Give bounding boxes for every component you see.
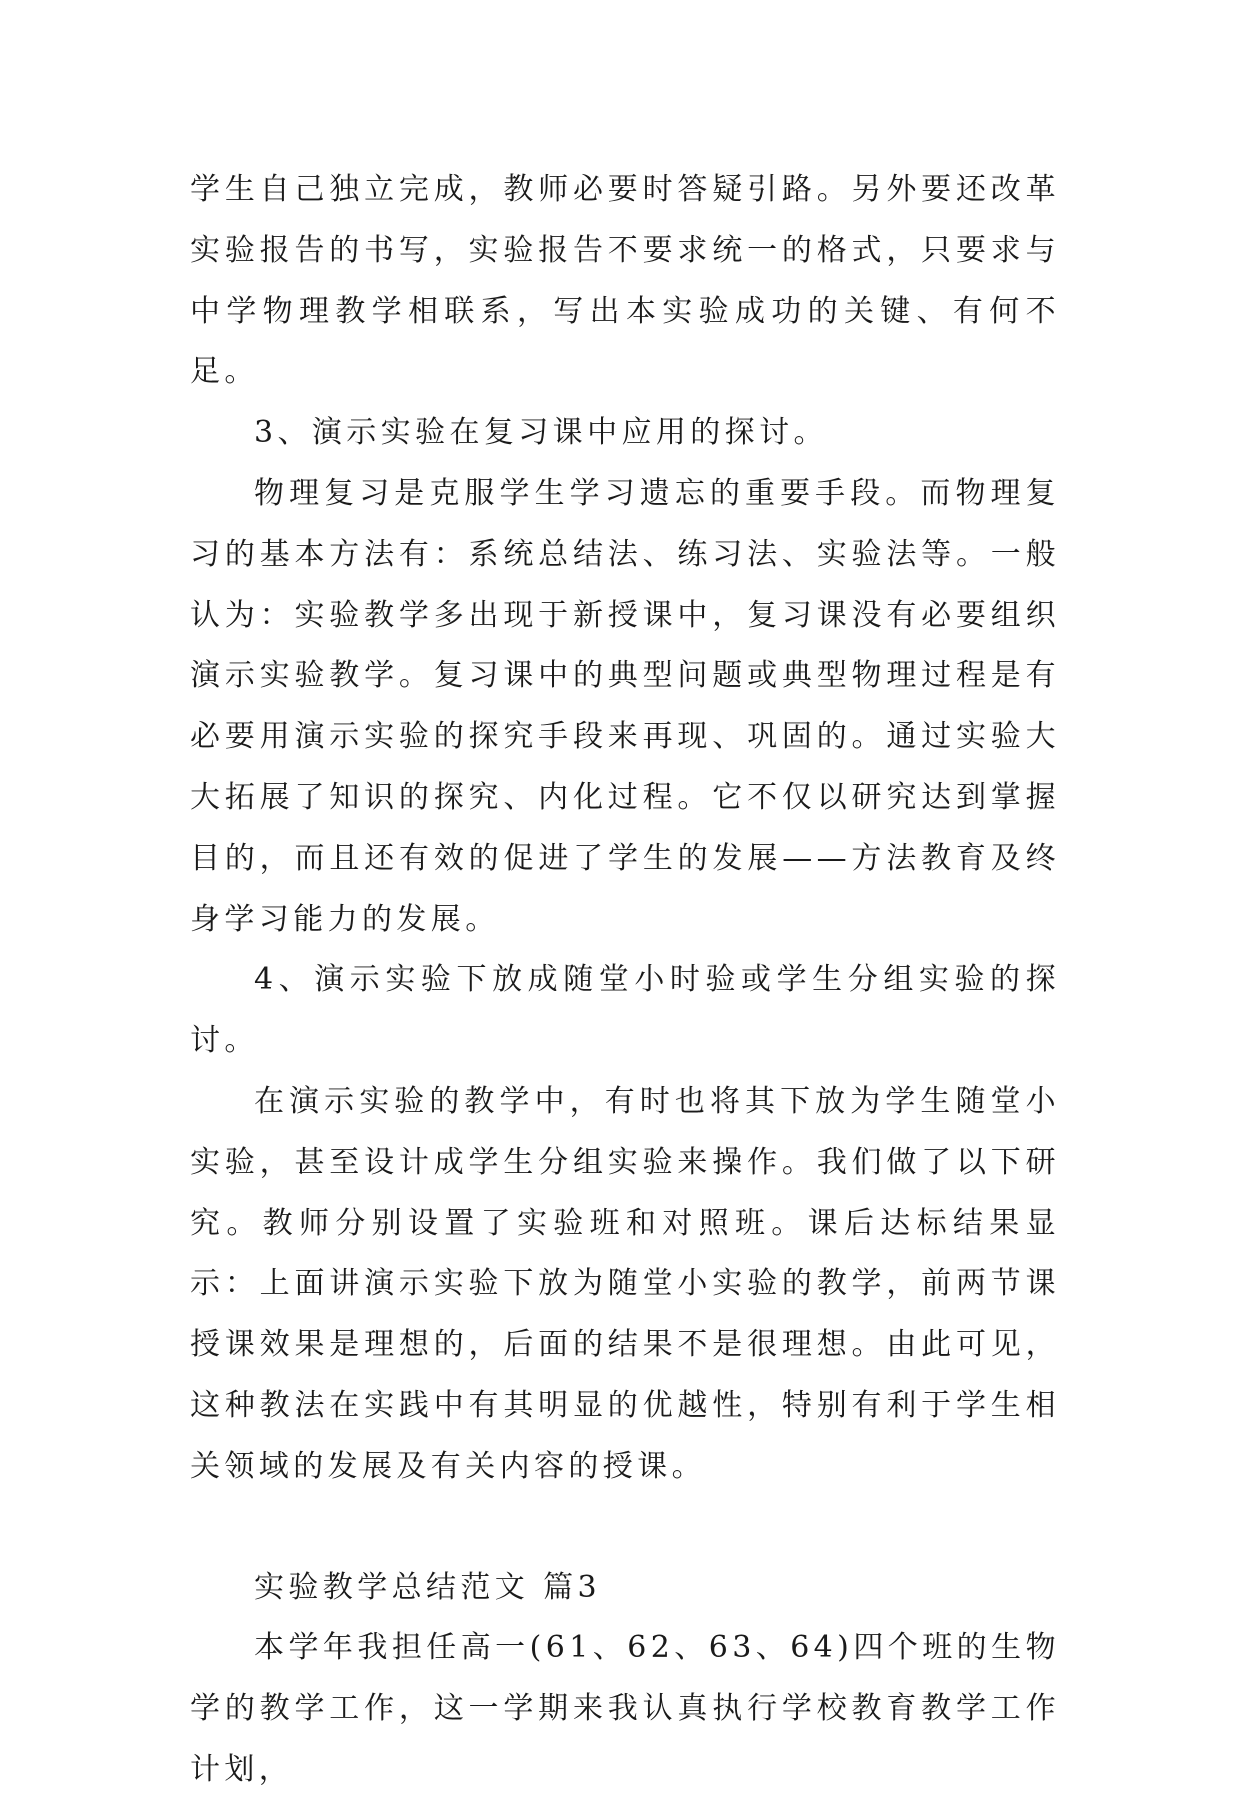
document-body	[190, 160, 1060, 1801]
paragraph-biology-teaching: 本学年我担任高一(61、62、63、64)四个班的生物学的教学工作，这一学期来我认真执行学校教育教学工作计划，	[190, 1630, 1060, 1787]
paragraph-group-experiment: 在演示实验的教学中，有时也将其下放为学生随堂小实验，甚至设计成学生分组实验来操作。我们做了以下研究。教师分别设置了实验班和对照班。课后达标结果显示：上面讲演示实验下放为随堂小实验的教学，前两节课授课效果是理想的，后面的结果不是很理想。由此可见，这种教法在实践中有其明显的优越性，特别有利于学生相关领域的发展及有关内容的授课。	[190, 1083, 1060, 1484]
section-spacer	[190, 1498, 1060, 1558]
paragraph-review-methods: 物理复习是克服学生学习遗忘的重要手段。而物理复习的基本方法有：系统总结法、练习法、实验法等。一般认为：实验教学多出现于新授课中，复习课没有必要组织演示实验教学。复习课中的典型问题或典型物理过程是有必要用演示实验的探究手段来再现、巩固的。通过实验大大拓展了知识的探究、内化过程。它不仅以研究达到掌握目的，而且还有效的促进了学生的发展——方法教育及终身学习能力的发展。	[190, 475, 1060, 937]
paragraph-lab-report: 学生自己独立完成，教师必要时答疑引路。另外要还改革实验报告的书写，实验报告不要求统一的格式，只要求与中学物理教学相联系，写出本实验成功的关键、有何不足。	[190, 172, 1060, 390]
section-title: 实验教学总结范文 篇3	[254, 1569, 602, 1605]
heading-review-class: 3、演示实验在复习课中应用的探讨。	[254, 415, 828, 451]
heading-group-experiment: 4、演示实验下放成随堂小时验或学生分组实验的探讨。	[190, 962, 1060, 1059]
